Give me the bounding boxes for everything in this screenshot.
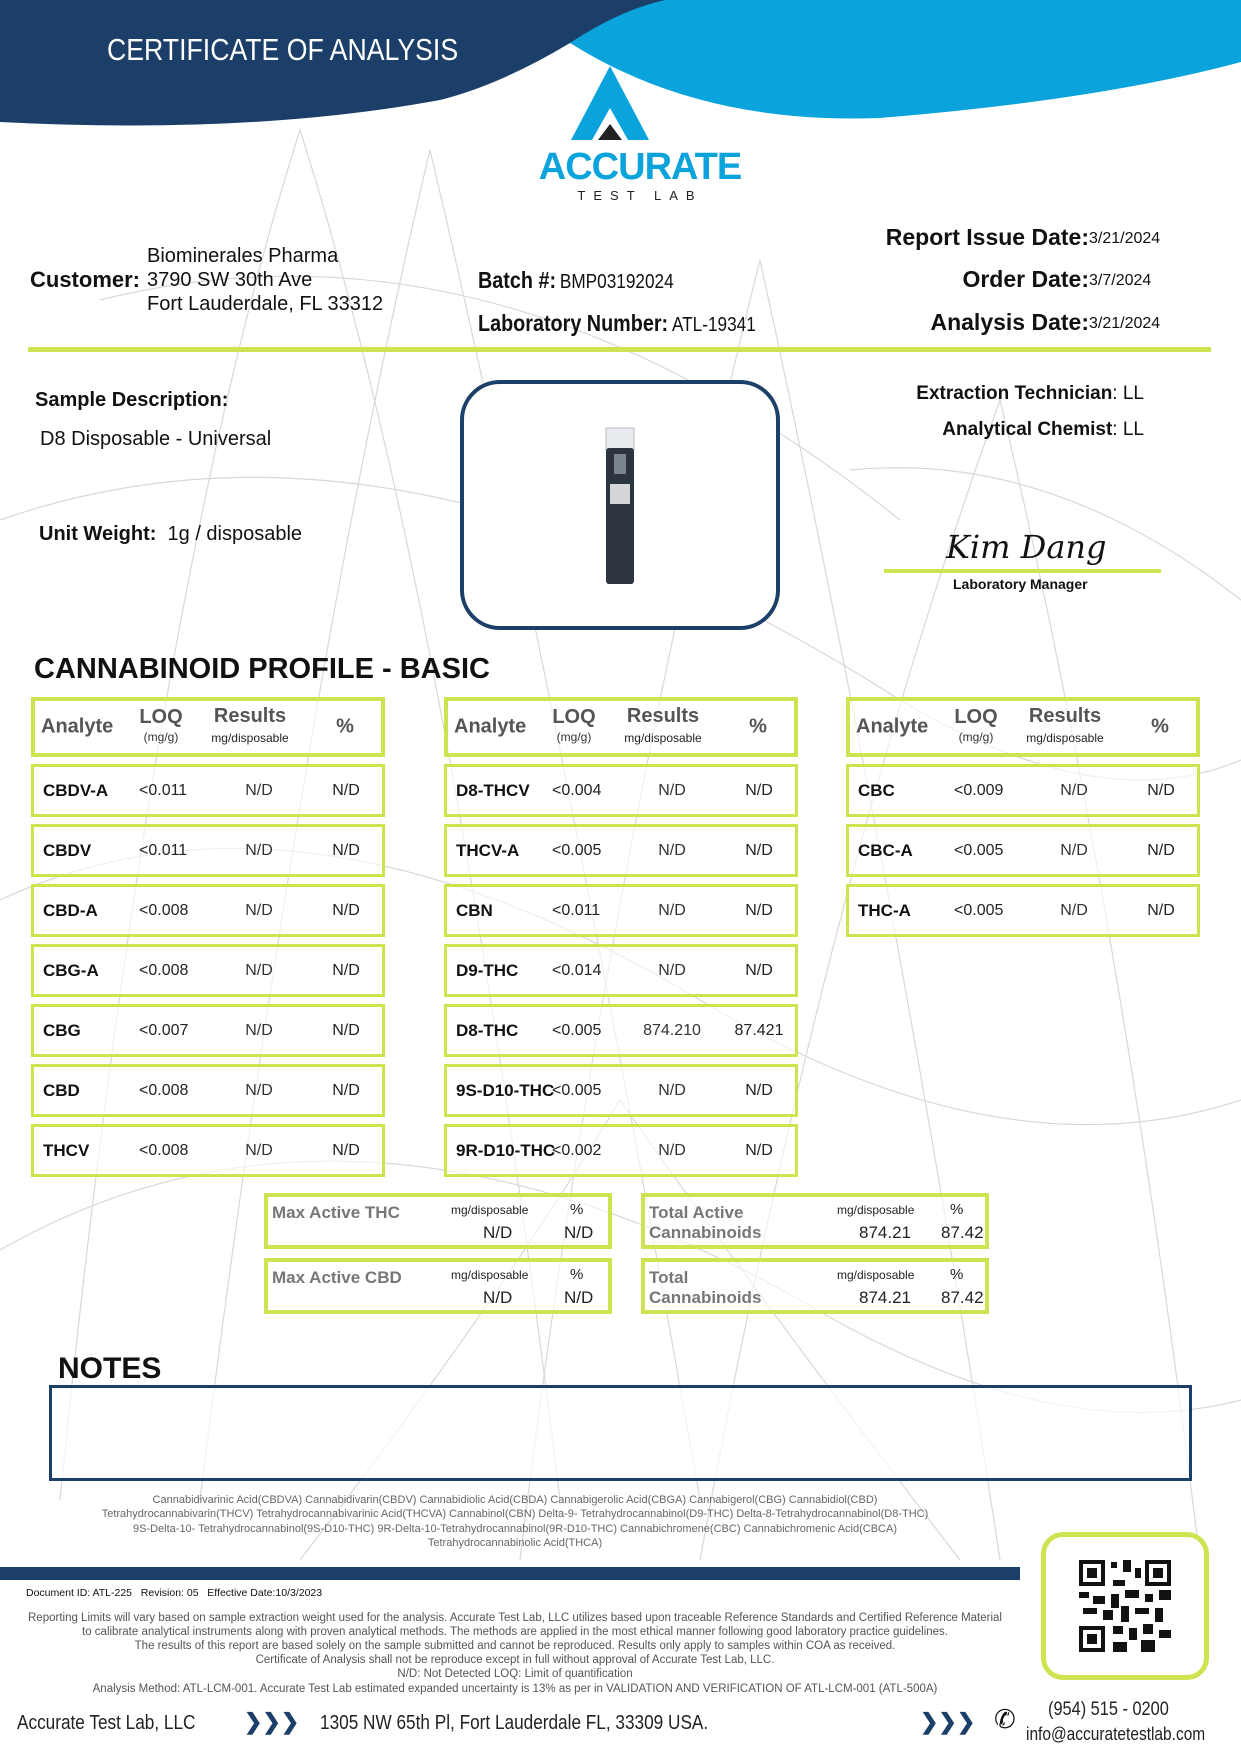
analyte-result: N/D	[245, 781, 273, 799]
analyte-result: N/D	[1060, 781, 1088, 799]
table-row	[444, 884, 798, 937]
analyte-percent: N/D	[1147, 901, 1175, 919]
report-issue-date-label: Report Issue Date:	[885, 224, 1089, 250]
total-active-cannabinoids-label: Total Active Cannabinoids	[649, 1203, 762, 1242]
customer-name: Biominerales Pharma	[147, 245, 339, 267]
analyte-name: THC-A	[858, 900, 911, 920]
extraction-technician: Extraction Technician: LL	[916, 383, 1144, 404]
header-analyte: Analyte	[454, 715, 527, 738]
unit-label: mg/disposable	[837, 1268, 915, 1282]
analyte-result: N/D	[658, 1141, 686, 1159]
analyte-percent: N/D	[332, 1081, 360, 1099]
analyte-percent: N/D	[745, 841, 773, 859]
analyte-percent: N/D	[1147, 781, 1175, 799]
unit-weight-value: 1g / disposable	[167, 523, 303, 545]
analyte-name: THCV-A	[456, 840, 520, 860]
footer-bar	[0, 1567, 1020, 1580]
analyte-result: N/D	[658, 1081, 686, 1099]
header-percent: %	[749, 715, 767, 738]
analyte-percent: N/D	[332, 961, 360, 979]
table-row	[444, 1004, 798, 1057]
header-analyte: Analyte	[856, 715, 929, 738]
table-row	[444, 1124, 798, 1177]
notes-title: NOTES	[58, 1352, 162, 1385]
max-active-thc-mg: N/D	[483, 1223, 513, 1242]
profile-title: CANNABINOID PROFILE - BASIC	[34, 653, 490, 685]
analyte-loq: <0.005	[552, 1021, 602, 1039]
footer-address: 1305 NW 65th Pl, Fort Lauderdale FL, 33309 USA.	[320, 1712, 709, 1734]
analyte-loq: <0.008	[139, 1081, 189, 1099]
max-active-thc-pct: N/D	[564, 1223, 594, 1242]
glossary-line: 9S-Delta-10- Tetrahydrocannabinol(9S-D10-THC) 9R-Delta-10-Tetrahydrocannabinol(9R-D10-THC) Cannabichromene(CBC) Cannabichromenic Acid(CBCA)	[132, 1523, 897, 1535]
analyte-name: D8-THCV	[456, 780, 530, 800]
analysis-date-label: Analysis Date:	[930, 309, 1089, 335]
analyte-percent: 87.421	[734, 1021, 784, 1039]
disclaimer-line: Certificate of Analysis shall not be reproduce except in full without approval of Accurate Test Lab, LLC.	[255, 1654, 775, 1666]
analyte-percent: N/D	[332, 841, 360, 859]
analyte-result: N/D	[658, 961, 686, 979]
analyte-name: 9S-D10-THC	[456, 1080, 555, 1100]
header-percent: %	[1151, 715, 1169, 738]
analyte-name: CBG-A	[43, 960, 99, 980]
signature: Kim Dang	[946, 528, 1107, 566]
analyte-percent: N/D	[745, 901, 773, 919]
analyte-result: N/D	[1060, 901, 1088, 919]
pct-label: %	[950, 1201, 964, 1218]
header-loq: LOQ (mg/g)	[954, 706, 998, 744]
table-row	[31, 944, 385, 997]
header-results: Results mg/disposable	[624, 705, 702, 745]
analyte-result: N/D	[245, 1081, 273, 1099]
sample-description-label: Sample Description:	[35, 389, 229, 411]
table-row	[31, 1124, 385, 1177]
analyte-name: CBN	[456, 900, 493, 920]
qr-code-icon[interactable]	[1079, 1560, 1171, 1652]
analyte-percent: N/D	[745, 961, 773, 979]
analyte-name: CBG	[43, 1020, 81, 1040]
analyte-loq: <0.005	[954, 901, 1004, 919]
analyte-loq: <0.014	[552, 961, 602, 979]
analyte-percent: N/D	[332, 1141, 360, 1159]
analyte-loq: <0.009	[954, 781, 1004, 799]
analyte-result: N/D	[245, 1021, 273, 1039]
analyte-name: THCV	[43, 1140, 90, 1160]
report-issue-date-value: 3/21/2024	[1089, 230, 1161, 247]
glossary-line: Tetrahydrocannabinolic Acid(THCA)	[427, 1537, 603, 1549]
max-active-cbd-label: Max Active CBD	[272, 1268, 402, 1287]
analyte-percent: N/D	[1147, 841, 1175, 859]
unit-label: mg/disposable	[451, 1203, 529, 1217]
lab-number-field	[478, 310, 801, 337]
unit-weight	[39, 523, 302, 546]
batch-label: Batch #:	[478, 267, 557, 293]
analyte-name: CBD-A	[43, 900, 98, 920]
document-title: CERTIFICATE OF ANALYSIS	[107, 32, 459, 67]
table-header	[846, 697, 1200, 757]
analyte-loq: <0.011	[139, 841, 188, 859]
order-date-label: Order Date:	[962, 266, 1089, 292]
analyte-loq: <0.007	[139, 1021, 189, 1039]
glossary-line: Tetrahydrocannabivarin(THCV) Tetrahydrocannabivarinic Acid(THCVA) Cannabinol(CBN) Delta-9- Tetrahydrocannabinol(D9-THC) Delta-8-Tetrahydrocannabinol(D8-THC)	[101, 1508, 929, 1520]
pct-label: %	[570, 1201, 584, 1218]
sample-photo	[460, 380, 780, 630]
total-active-pct: 87.42	[941, 1223, 984, 1242]
total-pct: 87.42	[941, 1288, 984, 1307]
max-active-thc-box	[264, 1193, 612, 1249]
analyte-result: N/D	[245, 1141, 273, 1159]
analyte-name: CBD	[43, 1080, 80, 1100]
analyte-name: CBC-A	[858, 840, 913, 860]
analyte-result: N/D	[658, 781, 686, 799]
batch-field	[478, 267, 706, 294]
max-active-cbd-box	[264, 1258, 612, 1314]
analyte-loq: <0.008	[139, 901, 189, 919]
lab-number-label: Laboratory Number:	[478, 310, 669, 336]
unit-label: mg/disposable	[451, 1268, 529, 1282]
total-mg: 874.21	[859, 1288, 911, 1307]
table-row	[444, 1064, 798, 1117]
glossary-line: Cannabidivarinic Acid(CBDVA) Cannabidivarin(CBDV) Cannabidiolic Acid(CBDA) Cannabigerolic Acid(CBGA) Cannabigerol(CBG) Cannabidiol(CBD)	[152, 1494, 878, 1506]
table-row	[31, 764, 385, 817]
disclaimer-line: N/D: Not Detected LOQ: Limit of quantification	[397, 1668, 633, 1680]
analysis-date-value: 3/21/2024	[1089, 315, 1161, 332]
table-row	[444, 764, 798, 817]
table-header	[444, 697, 798, 757]
disclaimer-line: to calibrate analytical instruments along with proven analytical methods. The methods are applied in the most ethical manner following good laboratory practice guidelines.	[82, 1626, 948, 1638]
header-loq: LOQ (mg/g)	[139, 706, 183, 744]
analyte-percent: N/D	[745, 1141, 773, 1159]
disclaimer-line: Reporting Limits will vary based on sample extraction weight used for the analysis. Accurate Test Lab, LLC utilizes based upon traceable Reference Standards and Certified Reference Material	[28, 1612, 1002, 1624]
header-analyte: Analyte	[41, 715, 114, 738]
logo	[520, 66, 760, 206]
analyte-result: N/D	[245, 901, 273, 919]
analyte-result: N/D	[658, 841, 686, 859]
analyte-name: CBDV	[43, 840, 92, 860]
analyte-result: N/D	[658, 901, 686, 919]
table-row	[31, 884, 385, 937]
total-active-cannabinoids-box	[641, 1193, 989, 1249]
sample-description-value: D8 Disposable - Universal	[40, 428, 272, 450]
analyte-loq: <0.004	[552, 781, 602, 799]
max-active-thc-label: Max Active THC	[272, 1203, 400, 1222]
header-results: Results mg/disposable	[1026, 705, 1104, 745]
logo-name: ACCURATE	[538, 146, 742, 188]
analyte-name: 9R-D10-THC	[456, 1140, 556, 1160]
chevrons-icon: ❯❯❯	[244, 1709, 300, 1734]
table-row	[444, 824, 798, 877]
divider	[28, 347, 1211, 352]
header-results: Results mg/disposable	[211, 705, 289, 745]
analyte-percent: N/D	[332, 1021, 360, 1039]
total-cannabinoids-box	[641, 1258, 989, 1314]
analyte-result: N/D	[245, 961, 273, 979]
disclaimer-line: Analysis Method: ATL-LCM-001. Accurate Test Lab estimated expanded uncertainty is 13% as per in VALIDATION AND VERIFICATION OF ATL-LCM-001 (ATL-500A)	[92, 1683, 938, 1695]
analyte-result: 874.210	[643, 1021, 701, 1039]
order-date-value: 3/7/2024	[1089, 272, 1152, 289]
analyte-loq: <0.005	[954, 841, 1004, 859]
analyte-loq: <0.005	[552, 1081, 602, 1099]
table-row	[846, 824, 1200, 877]
analyte-loq: <0.011	[552, 901, 601, 919]
analyte-loq: <0.008	[139, 1141, 189, 1159]
analyte-percent: N/D	[332, 781, 360, 799]
customer-label: Customer:	[30, 267, 141, 292]
analyte-name: D8-THC	[456, 1020, 519, 1040]
lab-number-value: ATL-19341	[671, 314, 756, 336]
qr-code-frame	[1041, 1532, 1209, 1680]
logo-subtitle: TEST LAB	[577, 188, 703, 203]
customer-street: 3790 SW 30th Ave	[147, 269, 313, 291]
batch-value: BMP03192024	[559, 271, 674, 293]
chevrons-icon: ❯❯❯	[920, 1709, 976, 1734]
analyte-loq: <0.011	[139, 781, 188, 799]
pct-label: %	[950, 1266, 964, 1283]
table-row	[31, 824, 385, 877]
table-header	[31, 697, 385, 757]
unit-label: mg/disposable	[837, 1203, 915, 1217]
total-cannabinoids-label: Total Cannabinoids	[649, 1268, 762, 1307]
analyte-name: CBC	[858, 780, 895, 800]
customer-city: Fort Lauderdale, FL 33312	[147, 293, 384, 315]
analyte-loq: <0.005	[552, 841, 602, 859]
footer-phone[interactable]: (954) 515 - 0200	[1048, 1699, 1169, 1720]
analyte-loq: <0.008	[139, 961, 189, 979]
unit-weight-label: Unit Weight:	[39, 523, 157, 545]
header-loq: LOQ (mg/g)	[552, 706, 596, 744]
max-active-cbd-pct: N/D	[564, 1288, 594, 1307]
table-row	[846, 764, 1200, 817]
analyte-result: N/D	[1060, 841, 1088, 859]
customer-address	[147, 244, 383, 316]
header-percent: %	[336, 715, 354, 738]
document-info: Document ID: ATL-225 Revision: 05 Effective Date:10/3/2023	[26, 1587, 323, 1599]
analytical-chemist: Analytical Chemist: LL	[942, 419, 1144, 440]
table-row	[846, 884, 1200, 937]
table-row	[31, 1064, 385, 1117]
analyte-percent: N/D	[745, 781, 773, 799]
laboratory-manager-label: Laboratory Manager	[953, 576, 1088, 592]
pct-label: %	[570, 1266, 584, 1283]
footer-email[interactable]: info@accuratetestlab.com	[1026, 1724, 1206, 1744]
phone-icon: ✆	[994, 1704, 1016, 1734]
disclaimer-line: The results of this report are based solely on the sample submitted and cannot be reproduced. Results only apply to samples within COA as received.	[134, 1640, 896, 1652]
analyte-percent: N/D	[745, 1081, 773, 1099]
footer-company: Accurate Test Lab, LLC	[17, 1712, 196, 1734]
table-row	[444, 944, 798, 997]
signature-line	[884, 569, 1161, 573]
analyte-result: N/D	[245, 841, 273, 859]
analyte-name: CBDV-A	[43, 780, 109, 800]
analyte-name: D9-THC	[456, 960, 519, 980]
vape-device-image	[464, 384, 776, 626]
analyte-loq: <0.002	[552, 1141, 602, 1159]
notes-box	[49, 1385, 1192, 1481]
total-active-mg: 874.21	[859, 1223, 911, 1242]
analyte-percent: N/D	[332, 901, 360, 919]
table-row	[31, 1004, 385, 1057]
max-active-cbd-mg: N/D	[483, 1288, 513, 1307]
